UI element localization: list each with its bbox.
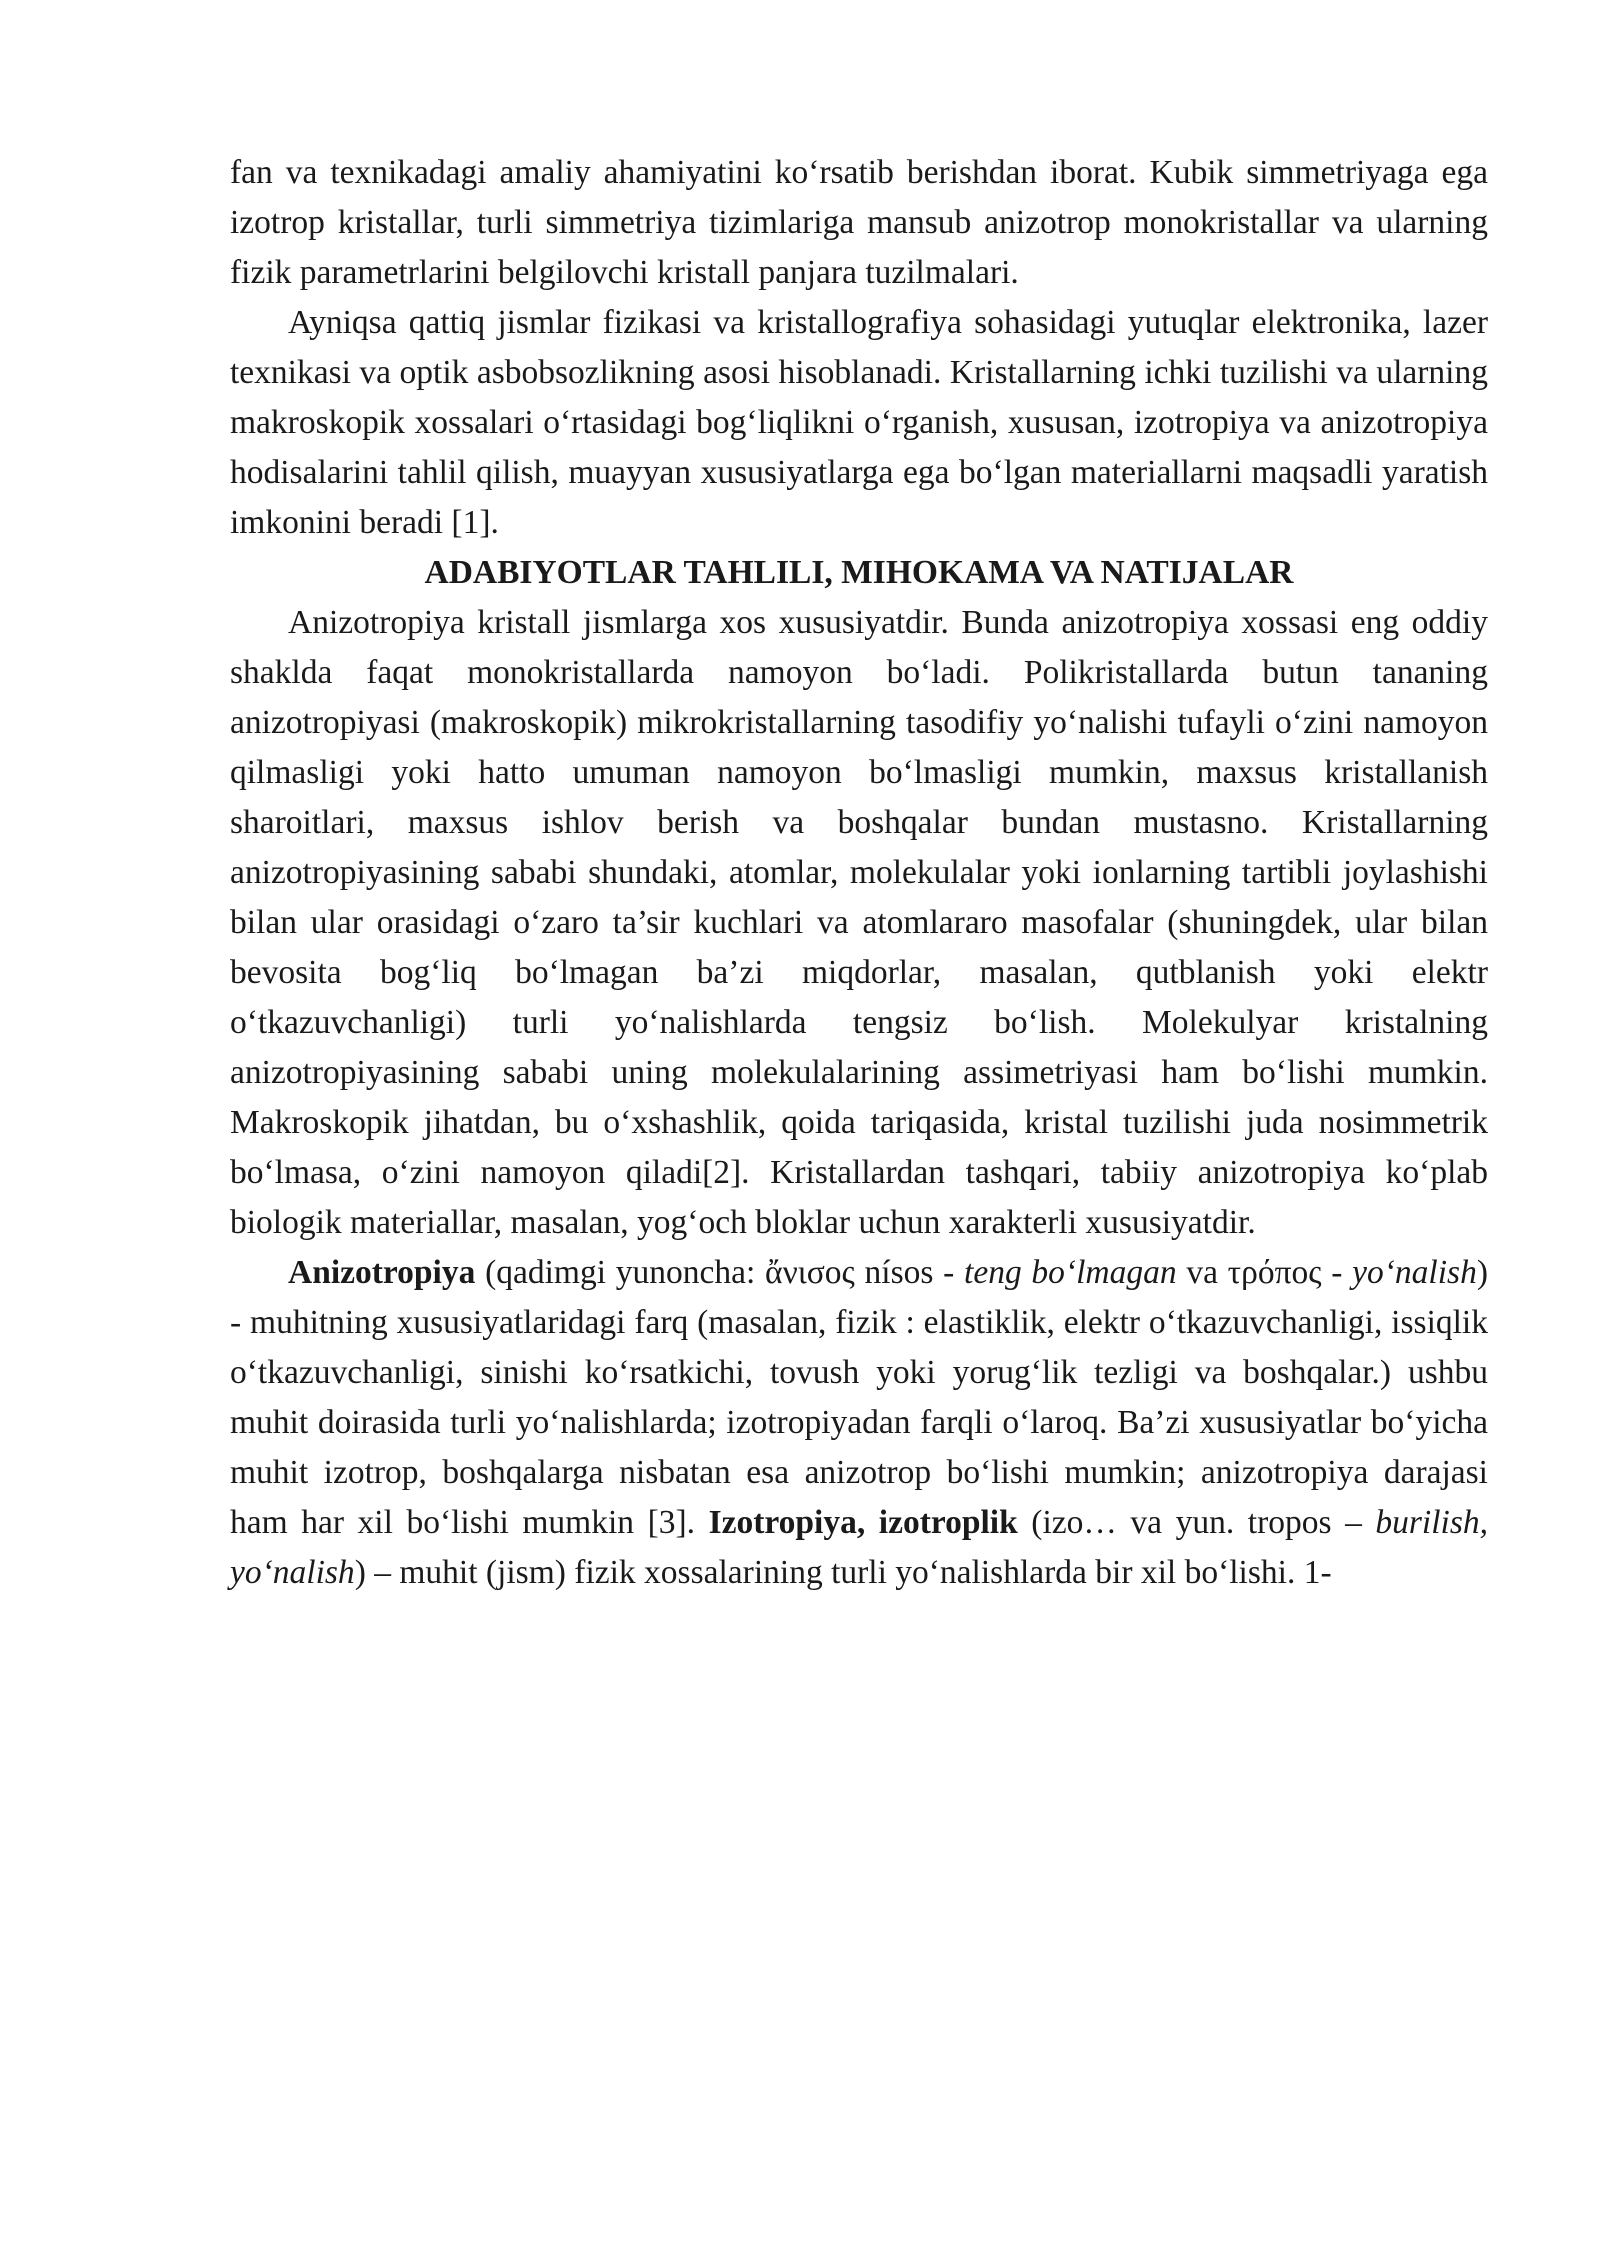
paragraph-anisotropy-crystals: Anizotropiya kristall jismlarga xos xususiyatdir. Bunda anizotropiya xossasi eng oddiy shaklda faqat monokristallarda namoyon bo‘ladi. Polikristallarda butun tananing anizotropiyasi (makroskopik) mikrokristallarning tasodifiy yo‘nalishi tufayli o‘zini namoyon qilmasligi yoki hatto umuman namoyon bo‘lmasligi mumkin, maxsus kristallanish sharoitlari, maxsus ishlov berish va boshqalar bundan mustasno. Kristallarning anizotropiyasining sababi shundaki, atomlar, molekulalar yoki ionlarning tartibli joylashishi bilan ular orasidagi o‘zaro ta’sir kuchlari va atomlararo masofalar (shuningdek, ular bilan bevosita bog‘liq bo‘lmagan ba’zi miqdorlar, masalan, qutblanish yoki elektr o‘tkazuvchanligi) turli yo‘nalishlarda tengsiz bo‘lish. Molekulyar kristalning anizotropiyasining sababi uning molekulalarining assimetriyasi ham bo‘lishi mumkin. Makroskopik jihatdan, bu o‘xshashlik, qoida tariqasida, kristal tuzilishi juda nosimmetrik bo‘lmasa, o‘zini namoyon qiladi[2]. Kristallardan tashqari, tabiiy anizotropiya ko‘plab biologik materiallar, masalan, yog‘och bloklar uchun xarakterli xususiyatdir. [230, 604, 1488, 1241]
document-page [230, 148, 1488, 1598]
paragraph-text: (izo… va yun. tropos – [1017, 1504, 1376, 1541]
paragraph-text: va τρόπος - [1176, 1254, 1353, 1291]
italic-term: burilish, yo‘nalish [230, 1504, 1488, 1591]
section-heading: ADABIYOTLAR TAHLILI, MIHOKAMA VA NATIJALAR [424, 554, 1294, 591]
italic-term: yo‘nalish [1352, 1254, 1477, 1291]
term-isotropy: Izotropiya, izotroplik [708, 1504, 1018, 1541]
paragraph-text: ) - muhitning xususiyatlaridagi farq (masalan, fizik : elastiklik, elektr o‘tkazuvchanligi, issiqlik o‘tkazuvchanligi, sinishi ko‘rsatkichi, tovush yoki yorug‘lik tezligi va boshqalar.) ushbu muhit doirasida turli yo‘nalishlarda; izotropiyadan farqli o‘laroq. Ba’zi xususiyatlar bo‘yicha muhit izotrop, boshqalarga nisbatan esa anizotrop bo‘lishi mumkin; anizotropiya darajasi ham har xil bo‘lishi mumkin [3]. [230, 1254, 1488, 1541]
term-anisotropy: Anizotropiya [288, 1254, 476, 1291]
paragraph-achievements: Ayniqsa qattiq jismlar fizikasi va kristallografiya sohasidagi yutuqlar elektronika, lazer texnikasi va optik asbobsozlikning asosi hisoblanadi. Kristallarning ichki tuzilishi va ularning makroskopik xossalari o‘rtasidagi bog‘liqlikni o‘rganish, xususan, izotropiya va anizotropiya hodisalarini tahlil qilish, muayyan xususiyatlarga ega bo‘lgan materiallarni maqsadli yaratish imkonini beradi [1]. [230, 304, 1488, 541]
paragraph-anisotropy-definition [230, 1248, 1488, 1598]
paragraph-intro-continuation: fan va texnikadagi amaliy ahamiyatini ko‘rsatib berishdan iborat. Kubik simmetriyaga ega izotrop kristallar, turli simmetriya tizimlariga mansub anizotrop monokristallar va ularning fizik parametrlarini belgilovchi kristall panjara tuzilmalari. [230, 154, 1488, 291]
paragraph-text: ) – muhit (jism) fizik xossalarining turli yo‘nalishlarda bir xil bo‘lishi. 1- [354, 1554, 1332, 1591]
italic-term: teng bo‘lmagan [964, 1254, 1177, 1291]
paragraph-text: (qadimgi yunoncha: ἄνισος nísos - [475, 1254, 965, 1291]
